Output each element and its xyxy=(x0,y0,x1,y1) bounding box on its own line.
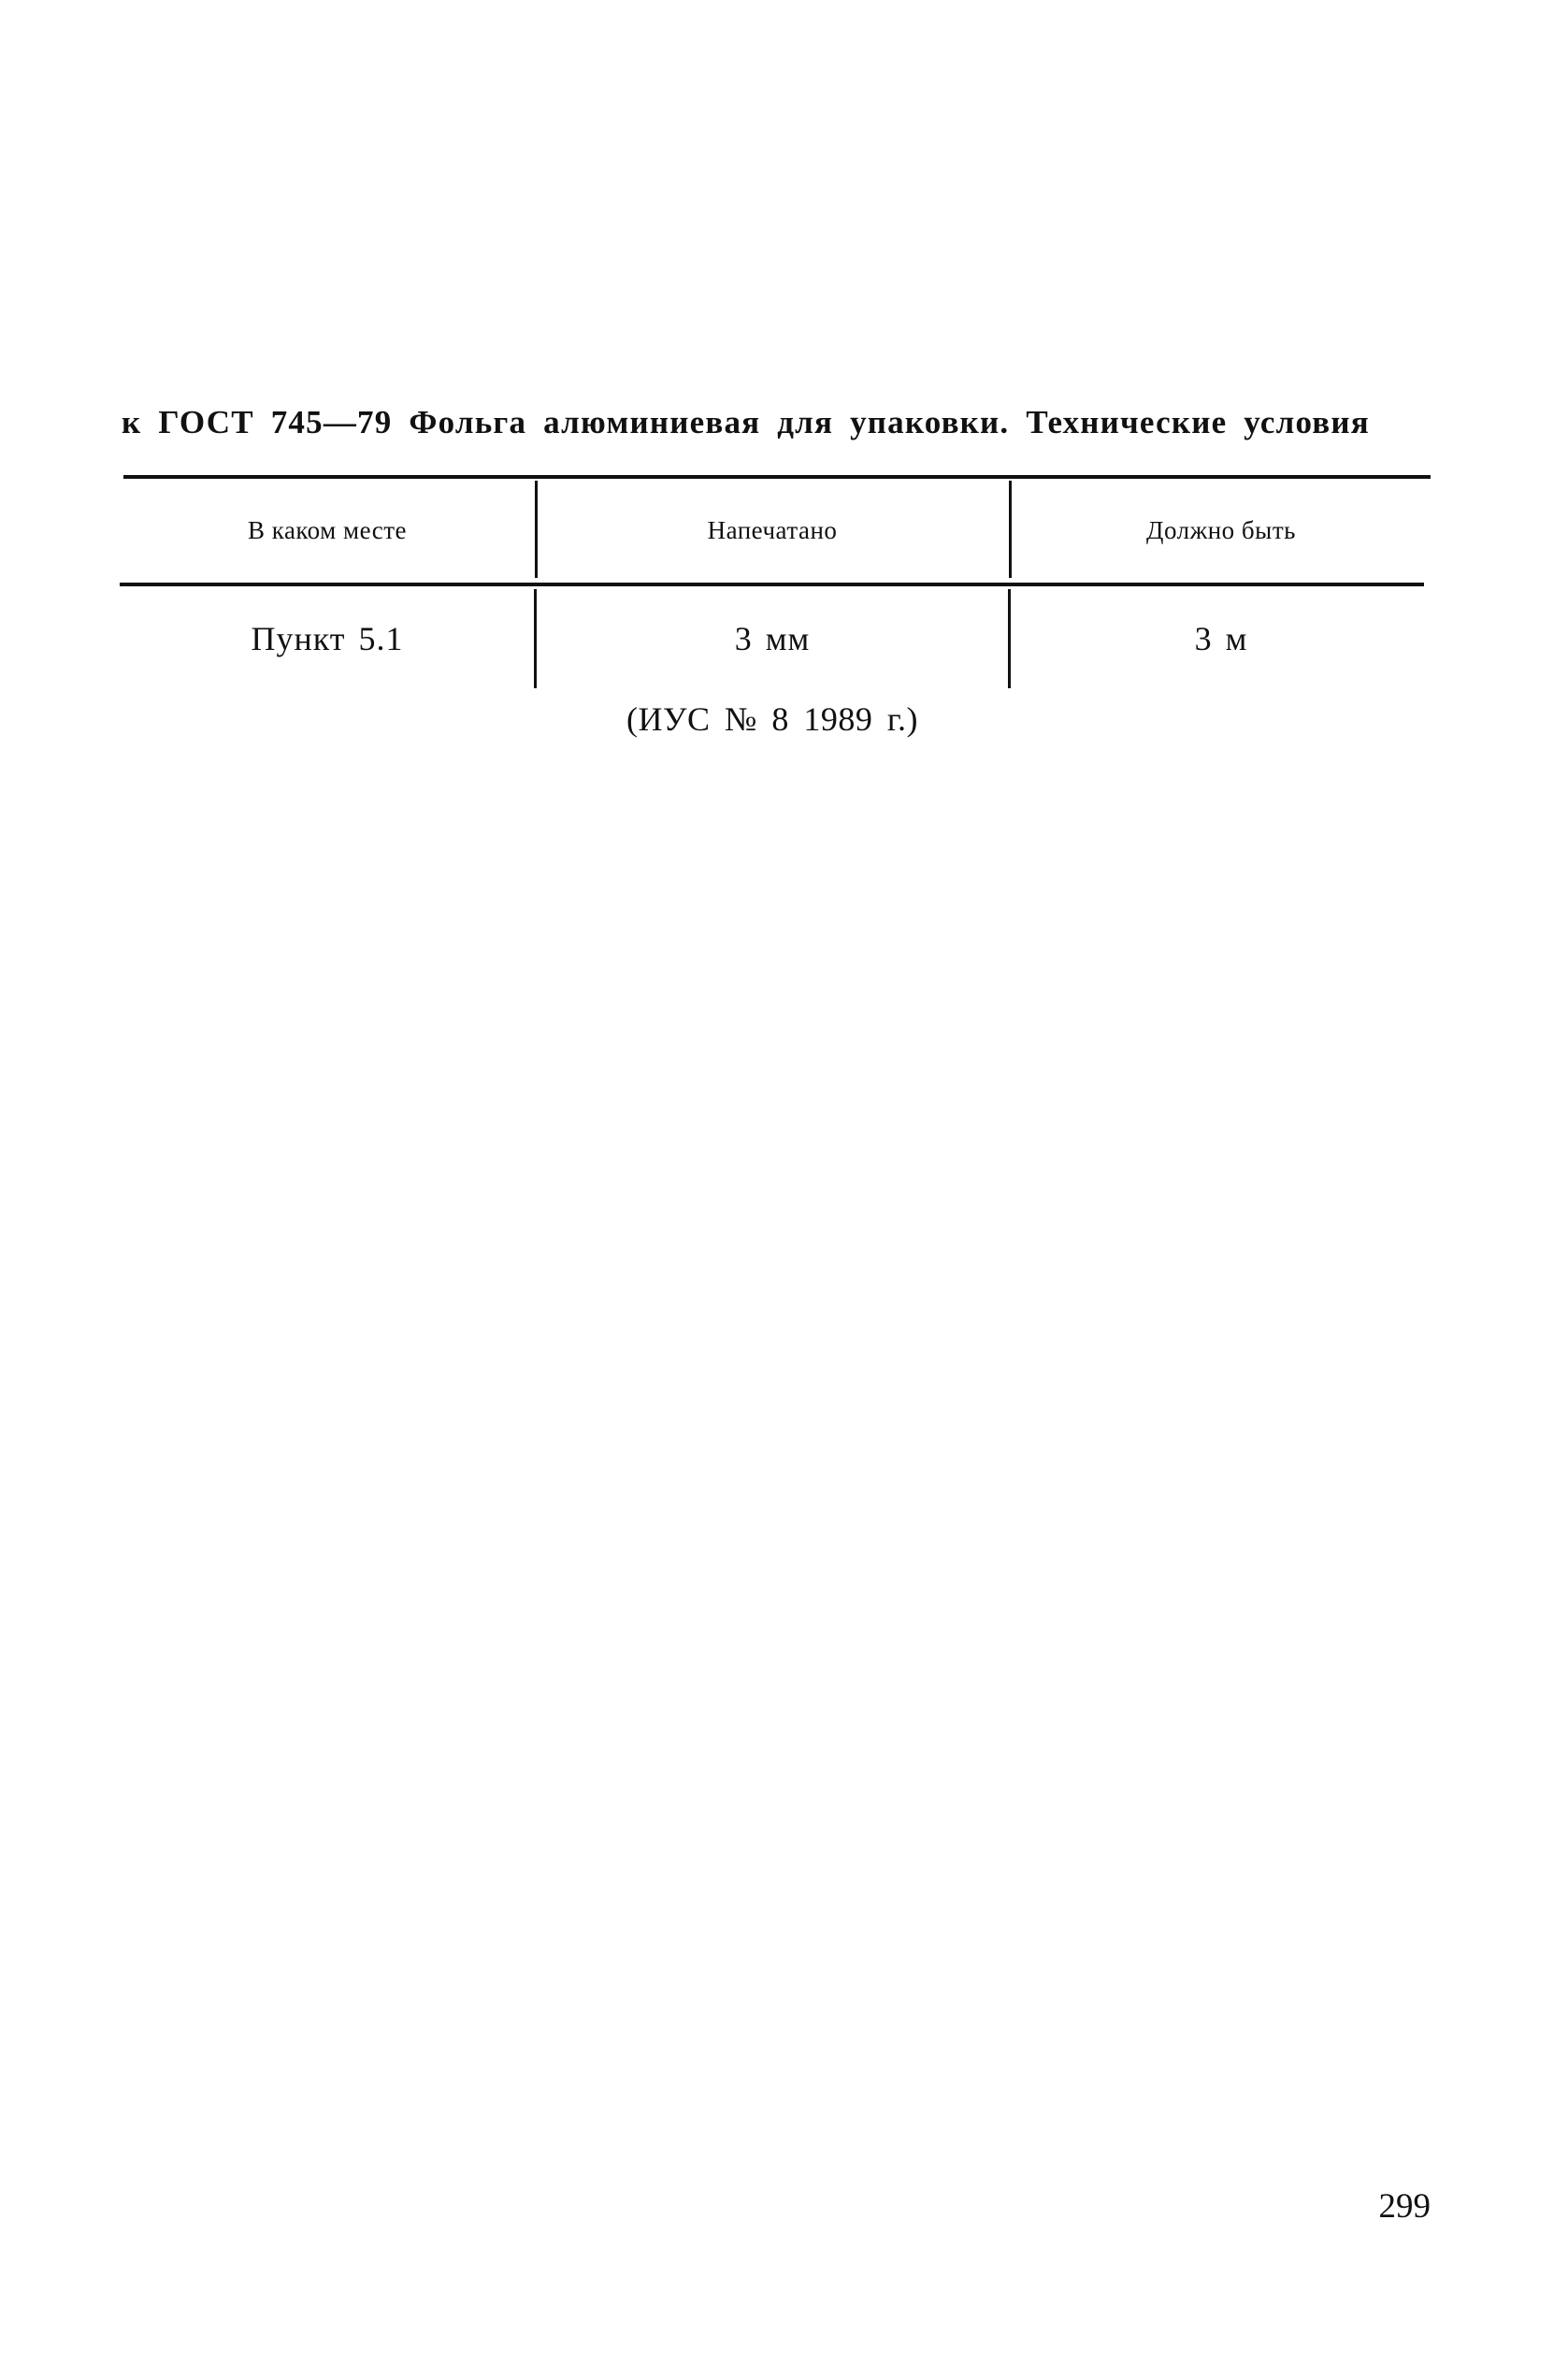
header-column-divider-1 xyxy=(535,481,538,578)
page-number: 299 xyxy=(1378,2187,1431,2226)
column-header-location: В каком месте xyxy=(247,516,408,544)
source-note: (ИУС № 8 1989 г.) xyxy=(626,700,919,738)
cell-location: Пункт 5.1 xyxy=(251,620,404,657)
column-header-should-be: Должно быть xyxy=(1146,516,1296,544)
table-top-rule xyxy=(123,475,1431,479)
body-column-divider-1 xyxy=(534,589,537,688)
cell-should-be: 3 м xyxy=(1194,620,1248,657)
body-column-divider-2 xyxy=(1008,589,1011,688)
column-header-printed: Напечатано xyxy=(707,516,838,544)
table-header-rule xyxy=(120,583,1424,586)
cell-printed: 3 мм xyxy=(734,620,811,657)
document-heading: к ГОСТ 745—79 Фольга алюминиевая для упаковки. Технические условия xyxy=(122,404,1370,440)
